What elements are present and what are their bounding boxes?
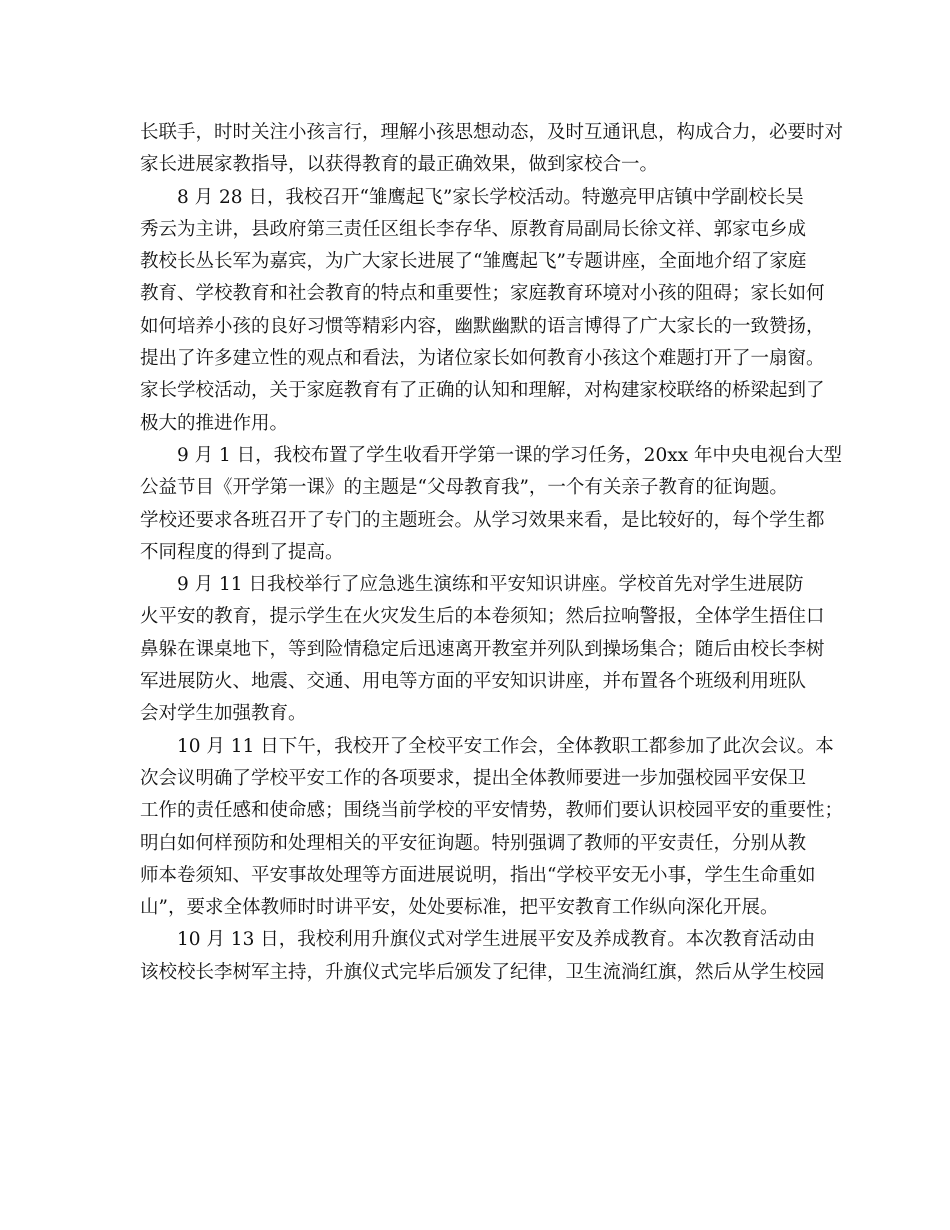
text-line: 教育、学校教育和社会教育的特点和重要性；家庭教育环境对小孩的阻碍；家长如何 [140, 283, 825, 305]
text-line: 明白如何样预防和处理相关的平安征询题。特别强调了教师的平安责任，分别从教 [140, 832, 807, 854]
text-line: 工作的责任感和使命感；围绕当前学校的平安情势，教师们要认识校园平安的重要性； [140, 800, 844, 822]
text-line: 学校还要求各班召开了专门的主题班会。从学习效果来看，是比较好的，每个学生都 [140, 509, 825, 531]
text-line: 次会议明确了学校平安工作的各项要求，提出全体教师要进一步加强校园平安保卫 [140, 767, 807, 789]
text-line: 火平安的教育，提示学生在火灾发生后的本卷须知；然后拉响警报，全体学生捂住口 [140, 606, 825, 628]
text-line: 9 月 1 日，我校布置了学生收看开学第一课的学习任务，20xx 年中央电视台大型 [177, 444, 842, 466]
text-line: 9 月 11 日我校举行了应急逃生演练和平安知识讲座。学校首先对学生进展防 [177, 574, 804, 596]
text-line: 提出了许多建立性的观点和看法，为诸位家长如何教育小孩这个难题打开了一扇窗。 [140, 348, 825, 370]
text-line: 不同程度的得到了提高。 [140, 541, 344, 563]
text-line: 8 月 28 日，我校召开“雏鹰起飞”家长学校活动。特邀亮甲店镇中学副校长吴 [177, 186, 804, 208]
text-line: 该校校长李树军主持，升旗仪式完毕后颁发了纪律，卫生流淌红旗，然后从学生校园 [140, 961, 825, 983]
text-line: 家长学校活动，关于家庭教育有了正确的认知和理解，对构建家校联络的桥梁起到了 [140, 380, 825, 402]
text-line: 10 月 13 日，我校利用升旗仪式对学生进展平安及养成教育。本次教育活动由 [177, 929, 816, 951]
text-line: 山”，要求全体教师时时讲平安，处处要标准，把平安教育工作纵向深化开展。 [140, 897, 779, 919]
text-line: 军进展防火、地震、交通、用电等方面的平安知识讲座，并布置各个班级利用班队 [140, 671, 807, 693]
text-line: 10 月 11 日下午，我校开了全校平安工作会，全体教职工都参加了此次会议。本 [177, 735, 834, 757]
text-line: 教校长丛长军为嘉宾，为广大家长进展了“雏鹰起飞”专题讲座，全面地介绍了家庭 [140, 251, 807, 273]
text-line: 公益节目《开学第一课》的主题是“父母教育我”，一个有关亲子教育的征询题。 [140, 477, 788, 499]
text-line: 师本卷须知、平安事故处理等方面进展说明，指出“学校平安无小事，学生生命重如 [140, 864, 816, 886]
document-body [140, 117, 844, 989]
text-line: 极大的推进作用。 [140, 412, 289, 434]
text-line: 长联手，时时关注小孩言行，理解小孩思想动态，及时互通讯息，构成合力，必要时对 [140, 122, 844, 143]
text-line: 会对学生加强教育。 [140, 703, 307, 725]
text-line: 鼻躲在课桌地下，等到险情稳定后迅速离开教室并列队到操场集合；随后由校长李树 [140, 638, 825, 660]
text-line: 家长进展家教指导，以获得教育的最正确效果，做到家校合一。 [140, 154, 659, 176]
text-line: 如何培养小孩的良好习惯等精彩内容，幽默幽默的语言博得了广大家长的一致赞扬， [140, 315, 825, 337]
text-line: 秀云为主讲，县政府第三责任区组长李存华、原教育局副局长徐文祥、郭家屯乡成 [140, 218, 807, 240]
